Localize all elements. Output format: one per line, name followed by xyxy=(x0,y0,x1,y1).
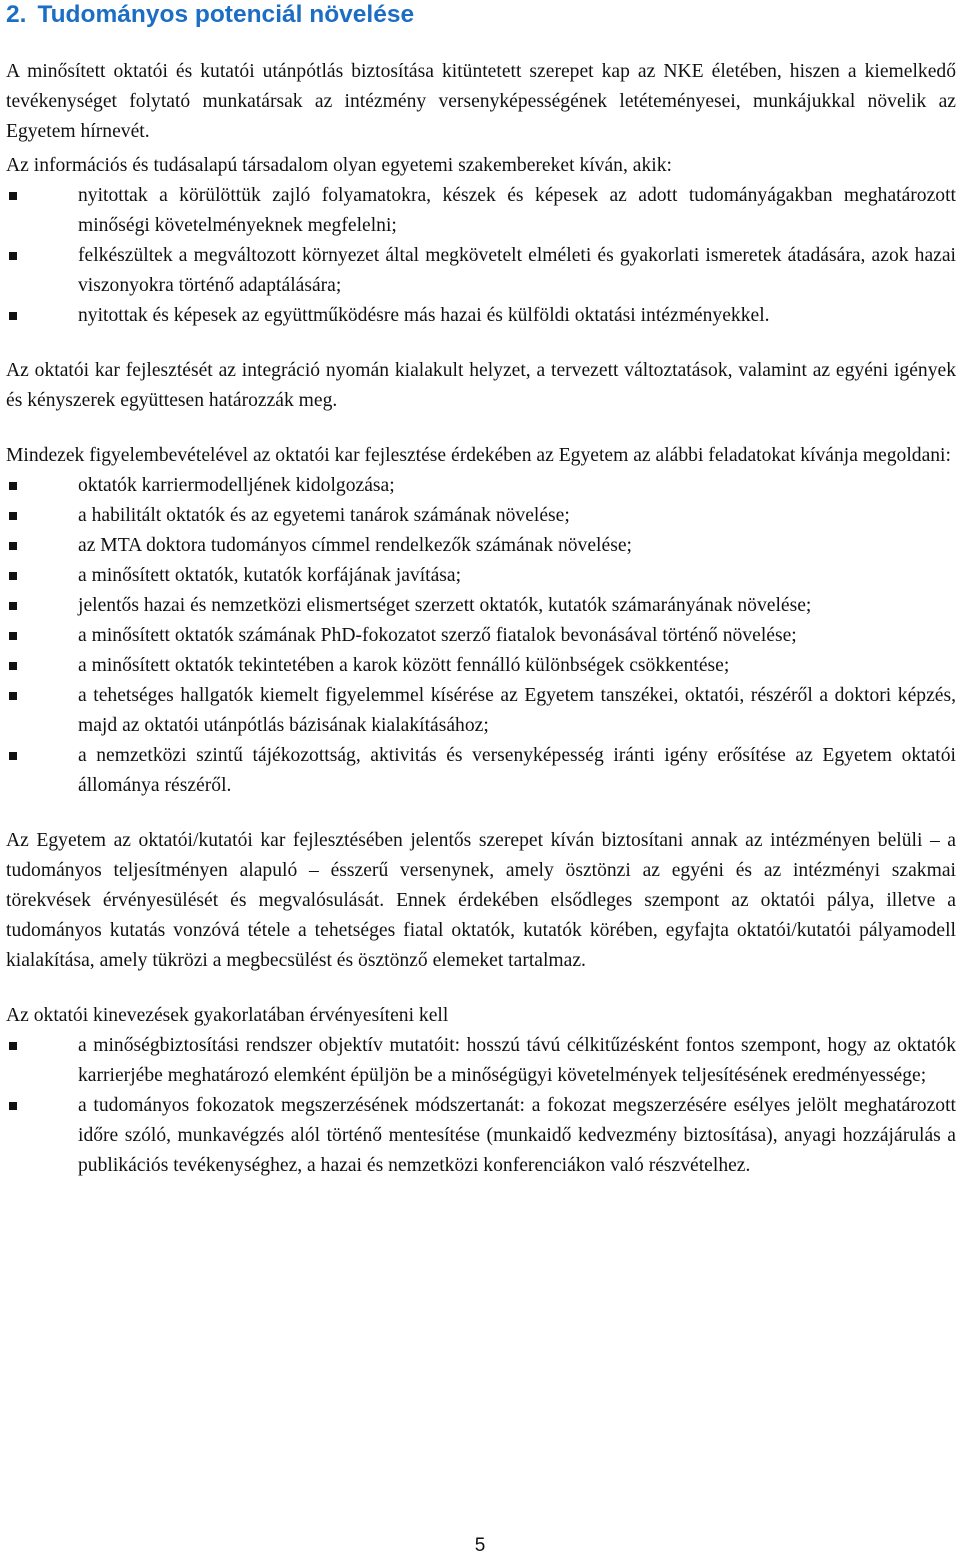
section-title: Tudományos potenciál növelése xyxy=(37,1,415,28)
square-bullet-icon xyxy=(9,192,17,200)
list-akik xyxy=(6,181,956,331)
paragraph-akik-intro: Az információs és tudásalapú társadalom olyan egyetemi szakembereket kíván, akik: xyxy=(6,155,672,176)
list-item-text: jelentős hazai és nemzetközi elismertséget szerzett oktatók, kutatók számarányának növelése; xyxy=(78,595,812,616)
paragraph-oktatoi-kar: Az oktatói kar fejlesztését az integráció nyomán kialakult helyzet, a tervezett változtatások, valamint az egyéni igények és kényszerek együttesen határozzák meg. xyxy=(6,360,956,411)
list-item xyxy=(6,591,956,621)
list-item xyxy=(6,681,956,741)
page-number: 5 xyxy=(474,1535,486,1556)
list-item xyxy=(6,741,956,801)
square-bullet-icon xyxy=(9,482,17,490)
list-item xyxy=(6,531,956,561)
list-item xyxy=(6,561,956,591)
list-item-text: az MTA doktora tudományos címmel rendelkezők számának növelése; xyxy=(78,535,632,556)
paragraph-feladatok-intro: Mindezek figyelembevételével az oktatói kar fejlesztése érdekében az Egyetem az alábbi feladatokat kívánja megoldani: xyxy=(6,445,951,466)
list-item-text: nyitottak és képesek az együttműködésre más hazai és külföldi oktatási intézményekkel. xyxy=(78,305,770,326)
section-heading xyxy=(6,0,956,30)
paragraph-kinevezes-intro: Az oktatói kinevezések gyakorlatában érvényesíteni kell xyxy=(6,1005,449,1026)
list-item xyxy=(6,471,956,501)
list-item xyxy=(6,301,956,331)
list-item xyxy=(6,241,956,301)
section-number: 2. xyxy=(6,1,27,28)
document-page xyxy=(6,0,956,1181)
paragraph-intro: A minősített oktatói és kutatói utánpótlás biztosítása kitüntetett szerepet kap az NKE életében, hiszen a kiemelkedő tevékenységet folytató munkatársak az intézmény versenyképességének letéteményesei, munkájukkal növelik az Egyetem hírnevét. xyxy=(6,61,956,142)
list-item-text: a habilitált oktatók és az egyetemi tanárok számának növelése; xyxy=(78,505,570,526)
square-bullet-icon xyxy=(9,1102,17,1110)
square-bullet-icon xyxy=(9,602,17,610)
square-bullet-icon xyxy=(9,692,17,700)
list-item-text: a minőségbiztosítási rendszer objektív mutatóit: hosszú távú célkitűzésként fontos szempont, hogy az oktatók karrierjébe meghatározó elemként épüljön be a minőségügyi követelmények teljesítésének eredményessége; xyxy=(78,1035,956,1086)
list-kinevezes xyxy=(6,1031,956,1181)
square-bullet-icon xyxy=(9,752,17,760)
paragraph-verseny: Az Egyetem az oktatói/kutatói kar fejlesztésében jelentős szerepet kíván biztosítani annak az intézményen belüli – a tudományos teljesítményen alapuló – ésszerű versenynek, amely ösztönzi az egyéni és az intézményi szakmai törekvések érvényesülését és megvalósulását. Ennek érdekében elsődleges szempont az oktatói pálya, illetve a tudományos kutatás vonzóvá tétele a tehetséges fiatal oktatók, kutatók körében, egyfajta oktatói/kutatói pályamodell kialakítása, amely tükrözi a megbecsülést és ösztönző elemeket tartalmaz. xyxy=(6,830,956,971)
square-bullet-icon xyxy=(9,662,17,670)
list-item-text: a tudományos fokozatok megszerzésének módszertanát: a fokozat megszerzésére esélyes jelölt meghatározott időre szóló, munkavégzés alól történő mentesítése (munkaidő kedvezmény biztosítása), anyagi hozzájárulás a publikációs tevékenységhez, a hazai és nemzetközi konferenciákon való részvételhez. xyxy=(78,1095,956,1176)
list-item xyxy=(6,1091,956,1181)
square-bullet-icon xyxy=(9,542,17,550)
square-bullet-icon xyxy=(9,632,17,640)
list-item-text: a minősített oktatók, kutatók korfájának javítása; xyxy=(78,565,462,586)
square-bullet-icon xyxy=(9,312,17,320)
square-bullet-icon xyxy=(9,572,17,580)
square-bullet-icon xyxy=(9,512,17,520)
square-bullet-icon xyxy=(9,1042,17,1050)
list-item-text: a tehetséges hallgatók kiemelt figyelemmel kísérése az Egyetem tanszékei, oktatói, részéről a doktori képzés, majd az oktatói utánpótlás bázisának kialakításához; xyxy=(78,685,956,736)
list-item xyxy=(6,501,956,531)
list-item-text: a minősített oktatók számának PhD-fokozatot szerző fiatalok bevonásával történő növelése; xyxy=(78,625,797,646)
list-item-text: oktatók karriermodelljének kidolgozása; xyxy=(78,475,395,496)
list-feladatok xyxy=(6,471,956,801)
list-item xyxy=(6,181,956,241)
list-item-text: a minősített oktatók tekintetében a karok között fennálló különbségek csökkentése; xyxy=(78,655,730,676)
list-item-text: felkészültek a megváltozott környezet által megkövetelt elméleti és gyakorlati ismeretek átadására, azok hazai viszonyokra történő adaptálására; xyxy=(78,245,956,296)
list-item xyxy=(6,621,956,651)
list-item xyxy=(6,651,956,681)
list-item xyxy=(6,1031,956,1091)
square-bullet-icon xyxy=(9,252,17,260)
list-item-text: nyitottak a körülöttük zajló folyamatokra, készek és képesek az adott tudományágakban meghatározott minőségi követelményeknek megfelelni; xyxy=(78,185,956,236)
list-item-text: a nemzetközi szintű tájékozottság, aktivitás és versenyképesség iránti igény erősítése az Egyetem oktatói állománya részéről. xyxy=(78,745,956,796)
